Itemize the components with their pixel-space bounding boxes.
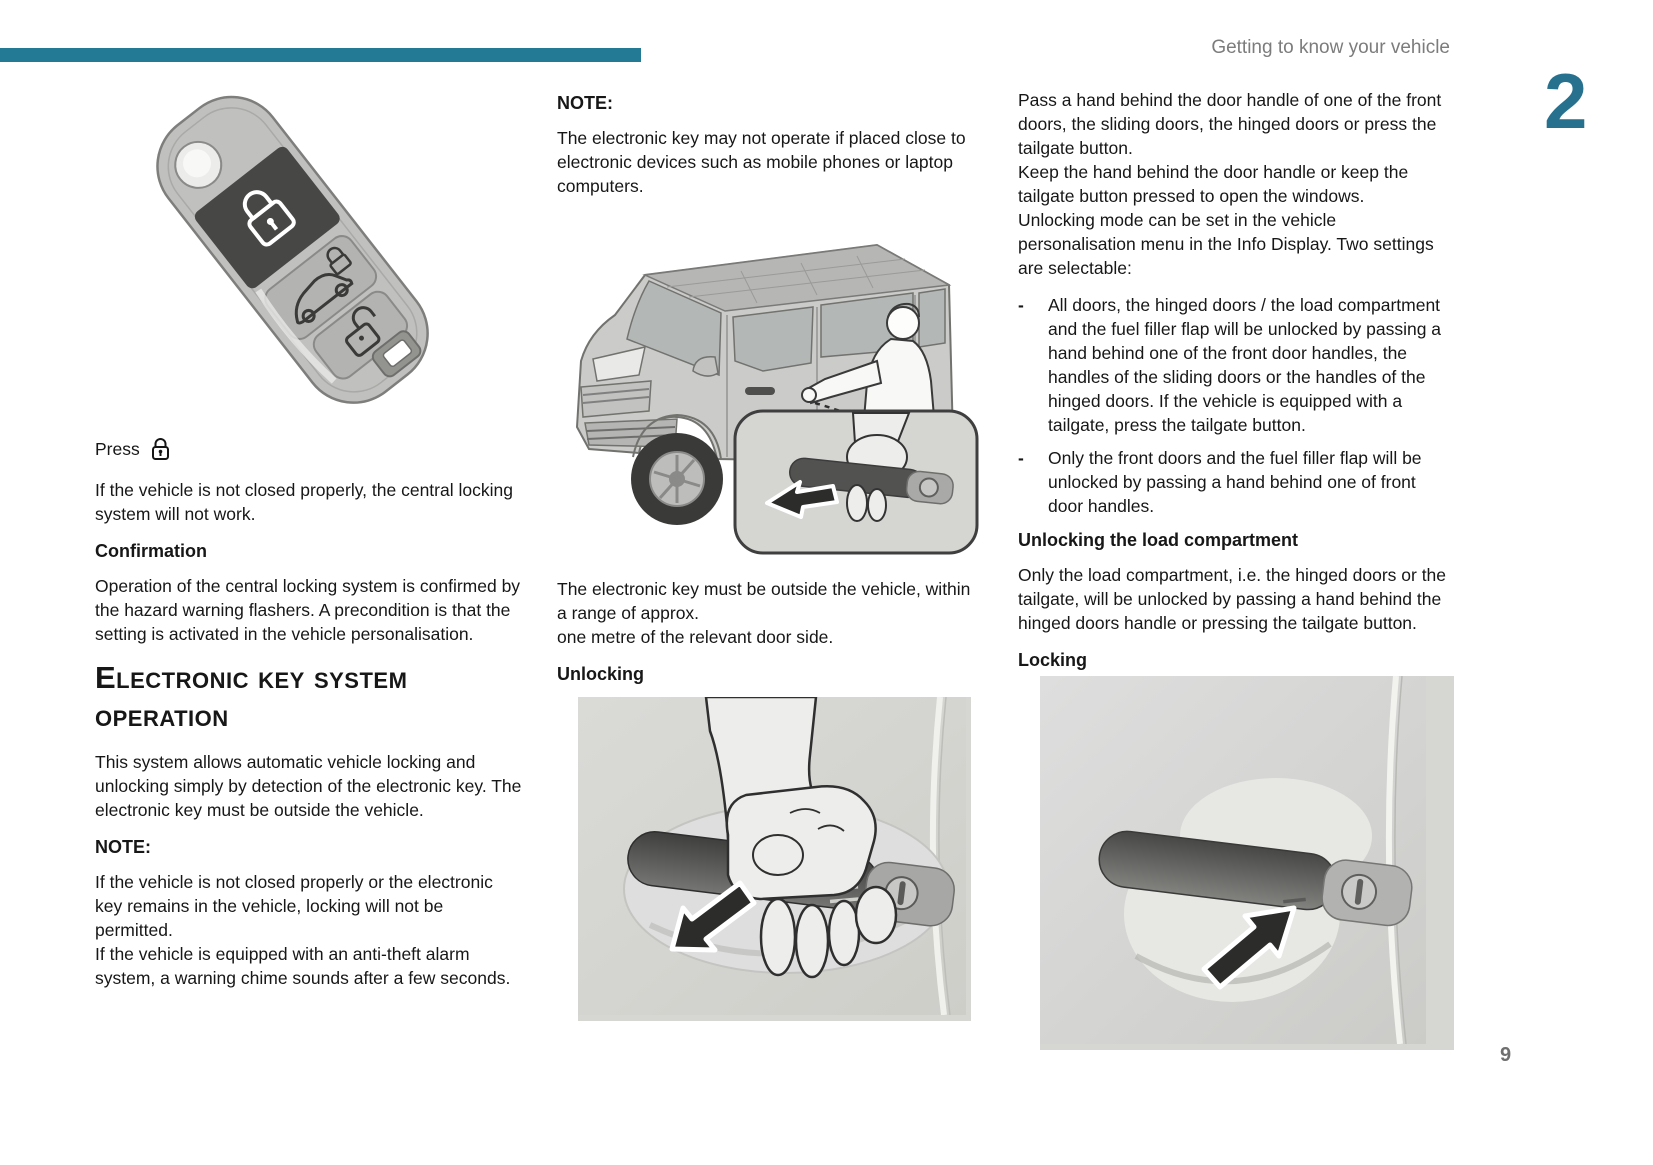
locking-illustration — [1040, 676, 1426, 1044]
bullet-text: All doors, the hinged doors / the load compartment and the fuel filler flap will be unlocked by passing a hand behind one of the front door handles, the handles of the sliding doors or the handles of the hinged doors. If the vehicle is equipped with a tailgate, press the tailgate button. — [1048, 295, 1442, 435]
confirmation-text: Operation of the central locking system is confirmed by the hazard warning flashers. A precondition is that the setting is activated in the vehicle personalisation. — [95, 576, 521, 644]
note-line: If the vehicle is not closed properly or the electronic key remains in the vehicle, locking will not be permitted. — [95, 872, 493, 940]
bullet-dash: - — [1018, 448, 1024, 468]
range-text — [557, 577, 971, 649]
page-number: 9 — [1500, 1044, 1512, 1066]
intro-line: Unlocking mode can be set in the vehicle personalisation menu in the Info Display. Two settings are selectable: — [1018, 210, 1434, 278]
press-text: If the vehicle is not closed properly, the central locking system will not work. — [95, 480, 513, 524]
van-figure — [557, 211, 971, 565]
van-walk-up-illustration — [557, 211, 985, 559]
bullet-dash: - — [1018, 295, 1024, 315]
intro-text — [1018, 88, 1454, 280]
accent-bar — [0, 48, 641, 62]
intro-line: Pass a hand behind the door handle of one of the front doors, the sliding doors, the hinged doors or press the tailgate button. — [1018, 90, 1442, 158]
section-heading: Electronic key system operation — [95, 660, 408, 733]
key-fob-illustration — [105, 88, 485, 418]
chapter-number: 2 — [1544, 57, 1586, 145]
padlock-closed-icon — [150, 436, 171, 462]
right-column — [1018, 88, 1454, 1050]
person-hand — [802, 388, 816, 402]
locking-heading: Locking — [1018, 650, 1088, 670]
intro-line: Keep the hand behind the door handle or keep the tailgate button pressed to open the windows. — [1018, 162, 1409, 206]
list-item — [1018, 293, 1454, 437]
locking-figure — [1040, 676, 1454, 1050]
note-text-left — [95, 870, 523, 990]
note-text-middle: The electronic key may not operate if placed close to electronic devices such as mobile phones or laptop computers. — [557, 128, 966, 196]
page-header: Getting to know your vehicle — [1211, 37, 1450, 58]
press-instruction — [95, 436, 523, 462]
unlocking-heading: Unlocking — [557, 664, 645, 684]
range-line: one metre of the relevant door side. — [557, 627, 834, 647]
section-intro-text: This system allows automatic vehicle locking and unlocking simply by detection of the electronic key. The electronic key must be outside the vehicle. — [95, 752, 522, 820]
list-item — [1018, 446, 1454, 518]
note-heading-middle: NOTE: — [557, 93, 613, 113]
front-door-handle — [745, 387, 775, 395]
note-heading-left: NOTE: — [95, 837, 151, 857]
bullet-text: Only the front doors and the fuel filler flap will be unlocked by passing a hand behind one of front door handles. — [1048, 448, 1422, 516]
unlock-settings-list — [1018, 293, 1454, 518]
unlocking-illustration — [578, 697, 966, 1015]
press-label: Press — [95, 439, 140, 459]
confirmation-heading: Confirmation — [95, 541, 207, 561]
load-compartment-heading: Unlocking the load compartment — [1018, 530, 1299, 550]
front-door-window — [733, 307, 813, 371]
key-fob-figure — [105, 88, 523, 424]
load-compartment-text: Only the load compartment, i.e. the hinged doors or the tailgate, will be unlocked by passing a hand behind the hinged doors handle or pressing the tailgate button. — [1018, 565, 1447, 633]
rear-quarter-window — [919, 289, 945, 347]
middle-column — [557, 88, 971, 1021]
left-column — [95, 88, 523, 1003]
note-line: If the vehicle is equipped with an anti-theft alarm system, a warning chime sounds after a few seconds. — [95, 944, 511, 988]
unlocking-figure — [578, 697, 971, 1021]
range-line: The electronic key must be outside the vehicle, within a range of approx. — [557, 579, 971, 623]
handle-inset — [735, 411, 977, 553]
